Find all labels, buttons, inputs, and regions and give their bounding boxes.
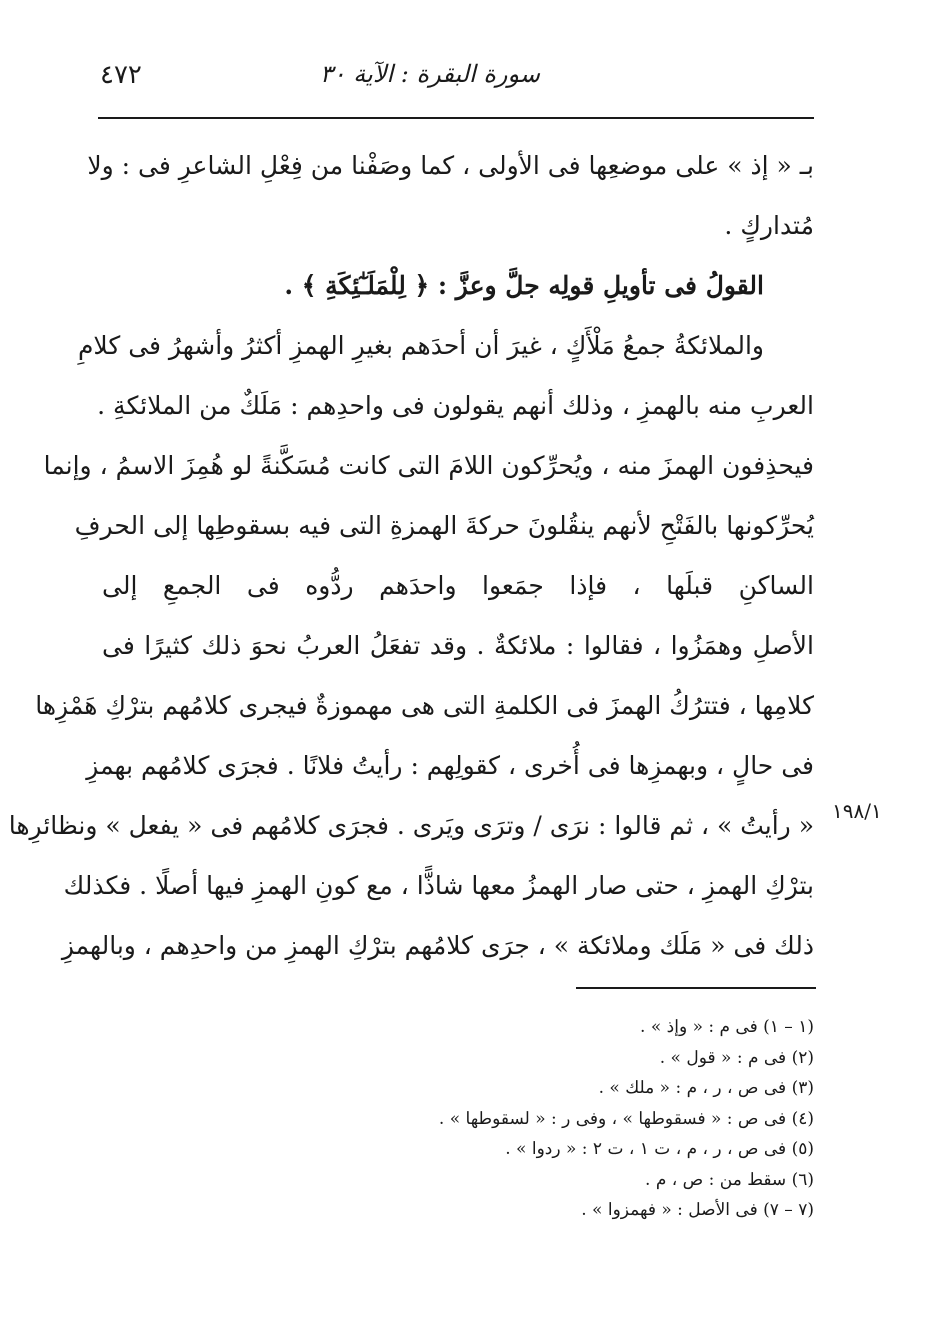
body-line: العربِ منه بالهمزِ ، وذلك أنهم يقولون فى واحدِهم : مَلَكٌ من الملائكةِ . (97, 391, 814, 420)
body-line: مُتداركٍ . (724, 211, 814, 240)
footnote: (٣) فى ص ، ر ، م : « ملك » . (598, 1078, 814, 1098)
body-line: كلامِها ، فتترُكُ الهمزَ فى الكلمةِ التى هى مهموزةٌ فيجرى كلامُهم بترْكِ هَمْزِها (35, 691, 814, 720)
body-line: بترْكِ الهمزِ ، حتى صار الهمزُ معها شاذًّا ، مع كونِ الهمزِ فيها أصلًا . فكذلك (63, 871, 814, 900)
footnotes (214, 1012, 814, 1226)
section-heading: القولُ فى تأويلِ قولِه جلَّ وعزَّ : ﴿ لِلْمَلَـٰٓئِكَةِ ﴾ . (284, 271, 764, 300)
footnote: (٥) فى ص ، ر ، م ، ت ١ ، ت ٢ : « ردوا » . (505, 1139, 814, 1159)
footnote: (٦) سقط من : ص ، م . (645, 1169, 814, 1190)
footnote: (٢) فى م : « قول » . (659, 1047, 814, 1068)
footnote: (٤) فى ص : « فسقوطها » ، وفى ر : « لسقوطها » . (438, 1108, 814, 1129)
body-line: « رأيتُ » ، ثم قالوا : نرَى / وترَى ويَرى . فجرَى كلامُهم فى « يفعل » ونظائرِها (8, 811, 814, 840)
body-line: فيحذِفون الهمزَ منه ، ويُحرِّكون اللامَ التى كانت مُسَكَّنةً لو هُمِزَ الاسمُ ، وإنما (43, 451, 814, 480)
page-number: ٤٧٢ (100, 60, 142, 90)
body-line: فى حالٍ ، وبهمزِها فى أُخرى ، كقولِهم : رأيتُ فلانًا . فجرَى كلامُهم بهمزِ (86, 751, 814, 780)
running-head: سورة البقرة : الآية ٣٠ (319, 60, 540, 88)
footnote: (١ – ١) فى م : « وإذ » . (640, 1017, 814, 1037)
header-rule (98, 117, 814, 119)
margin-reference: ١٩٨/١ (832, 799, 882, 823)
body-line: ذلك فى « مَلَك وملائكة » ، جرَى كلامُهم بترْكِ الهمزِ من واحدِهم ، وبالهمزِ (61, 931, 814, 960)
body-text (8, 138, 814, 978)
footnote: (٧ – ٧) فى الأصل : « فهمزوا » . (581, 1200, 814, 1220)
body-line: والملائكةُ جمعُ مَلْأَكٍ ، غيرَ أن أحدَهم بغيرِ الهمزِ أكثرُ وأشهرُ فى كلامِ (77, 331, 764, 360)
body-line: يُحرِّكونها بالفَتْحِ لأنهم ينقُلونَ حركةَ الهمزةِ التى فيه بسقوطِها إلى الحرفِ (74, 511, 814, 540)
body-line: بـ « إذ » على موضعِها فى الأولى ، كما وصَفْنا من فِعْلِ الشاعرِ فى : ولا (87, 151, 814, 180)
body-line: الأصلِ وهمَزُوا ، فقالوا : ملائكةٌ . وقد تفعَلُ العربُ نحوَ ذلك كثيرًا فى (102, 631, 814, 660)
footnote-rule (576, 987, 816, 989)
body-line: الساكنِ قبلَها ، فإذا جمَعوا واحدَهم ردُّوه فى الجمعِ إلى (102, 571, 814, 600)
